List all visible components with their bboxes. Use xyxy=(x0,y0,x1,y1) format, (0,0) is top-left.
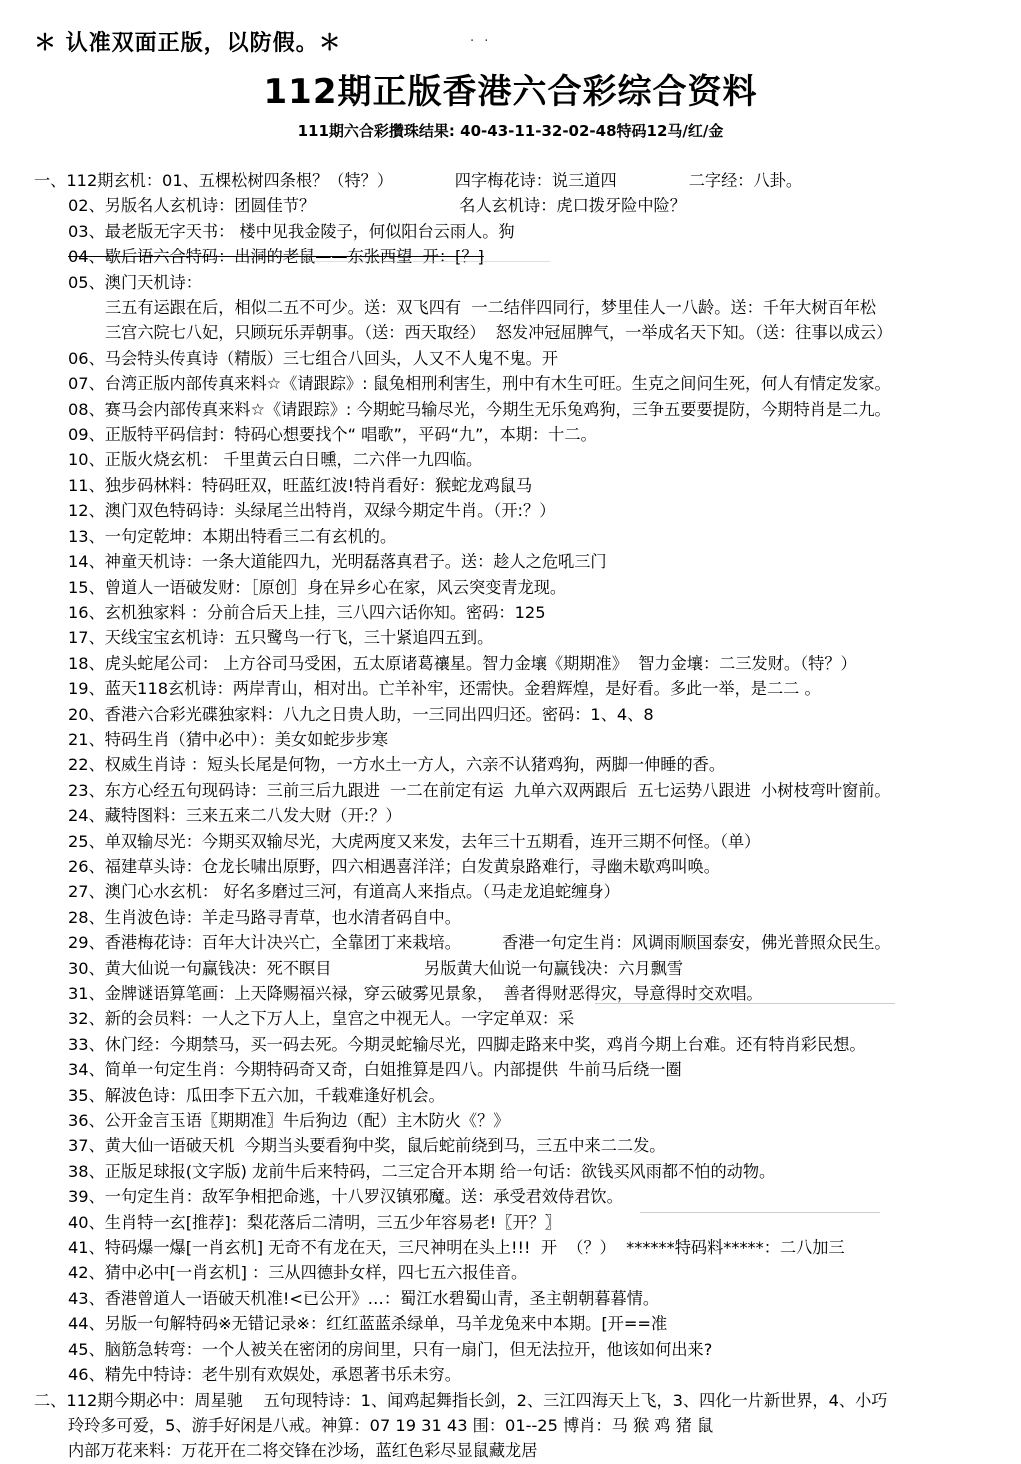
list-item: 43、香港曾道人一语破天机准!<已公开》…：蜀江水碧蜀山青，圣主朝朝暮暮情。 xyxy=(68,1288,660,1308)
list-item: 39、一句定生肖：敌军争相把命逃，十八罗汉镇邪魔。送：承受君效侍君饮。 xyxy=(68,1187,623,1207)
list-item: 44、另版一句解特码※无错记录※：红红蓝蓝杀绿单，马羊龙兔来中本期。[开==准 xyxy=(68,1314,668,1334)
list-item: 19、蓝天118玄机诗：两岸青山，相对出。亡羊补牢，还需快。金碧辉煌，是好看。多此一举，是二二 。 xyxy=(68,679,821,699)
list-item: 11、独步码林料：特码旺双，旺蓝红波!特肖看好：猴蛇龙鸡鼠马 xyxy=(68,475,533,495)
authenticity-note: ＊ 认准双面正版，以防假。＊ xyxy=(34,31,342,56)
list-item-continuation: 内部万花来料：万花开在二将交锋在沙场，蓝红色彩尽显鼠藏龙居 xyxy=(68,1441,538,1461)
page-title: 112期正版香港六合彩综合资料 xyxy=(263,72,758,112)
document-body xyxy=(0,168,1021,1464)
list-item: 09、正版特平码信封：特码心想要找个“ 唱歌”，平码“九”，本期：十二。 xyxy=(68,425,597,445)
list-item: 21、特码生肖（猜中必中）：美女如蛇步步寒 xyxy=(68,729,389,749)
list-item: 37、黄大仙一语破天机 今期当头要看狗中奖，鼠后蛇前绕到马，三五中来二二发。 xyxy=(68,1136,666,1156)
list-item: 13、一句定乾坤：本期出特看三二有玄机的。 xyxy=(68,526,397,546)
list-item: 27、澳门心水玄机： 好名多磨过三河，有道高人来指点。（马走龙追蛇缠身） xyxy=(68,882,620,902)
list-item: 45、脑筋急转弯：一个人被关在密闭的房间里，只有一扇门，但无法拉开，他该如何出来? xyxy=(68,1339,713,1359)
list-item: 30、黄大仙说一句赢钱决：死不瞑目 另版黄大仙说一句赢钱决：六月飘雪 xyxy=(68,958,684,978)
list-item: 33、休门经：今期禁马，买一码去死。今期灵蛇输尽光，四脚走路来中奖，鸡肖今期上台难。还有特肖彩民想。 xyxy=(68,1034,866,1054)
section-heading-2: 二、112期今期必中：周星驰 五句现特诗：1、闻鸡起舞指长剑，2、三江四海天上飞，3、四化一片新世界，4、小巧 xyxy=(34,1390,888,1410)
list-item: 46、精先中特诗：老牛别有欢娱处，承恩著书乐未穷。 xyxy=(68,1365,461,1385)
list-item: 05、澳门天机诗： xyxy=(68,272,202,292)
list-item: 35、解波色诗：瓜田李下五六加，千载难逢好机会。 xyxy=(68,1085,445,1105)
list-item: 38、正版足球报(文字版) 龙前牛后来特码，二三定合开本期 给一句话：欲钱买风雨都不怕的动物。 xyxy=(68,1161,776,1181)
list-item: 40、生肖特一玄[推荐]：梨花落后二清明，三五少年容易老!〖开？〗 xyxy=(68,1212,561,1232)
scan-artifact-line xyxy=(595,1003,895,1004)
list-item: 34、简单一句定生肖：今期特码奇又奇，白姐推算是四八。内部提供 牛前马后绕一圈 xyxy=(68,1060,682,1080)
list-item: 23、东方心经五句现码诗：三前三后九跟进 一二在前定有运 九单六双两跟后 五七运势八跟进 小树枝弯叶窗前。 xyxy=(68,780,891,800)
list-item: 08、赛马会内部传真来料☆《请跟踪》: 今期蛇马输尽光，今期生无乐兔鸡狗，三争五要要提防，今期特肖是二九。 xyxy=(68,399,891,419)
list-item: 29、香港梅花诗：百年大计决兴亡，全靠团丁来栽培。 香港一句定生肖：风调雨顺国泰安，佛光普照众民生。 xyxy=(68,933,891,953)
list-item: 04、歇后语六合特码：出洞的老鼠——东张西望 开：[？] xyxy=(68,247,484,267)
list-item: 22、权威生肖诗 ：短头长尾是何物，一方水土一方人，六亲不认猪鸡狗，两脚一伸睡的香。 xyxy=(68,755,726,775)
list-item: 20、香港六合彩光碟独家料：八九之日贵人助，一三同出四归还。密码：1、4、8 xyxy=(68,704,654,724)
list-item: 12、澳门双色特码诗：头绿尾兰出特肖，双绿今期定牛肖。（开:？） xyxy=(68,501,556,521)
list-item: 24、藏特图料：三来五来二八发大财（开:？） xyxy=(68,806,402,826)
list-item: 14、神童天机诗：一条大道能四九，光明磊落真君子。送：趁人之危吼三门 xyxy=(68,552,607,572)
list-item: 36、公开金言玉语〖期期准〗牛后狗边（配）主木防火《？》 xyxy=(68,1111,510,1131)
list-item: 28、生肖波色诗：羊走马路寻青草，也水清者码自中。 xyxy=(68,907,461,927)
top-dots: · · xyxy=(470,34,492,49)
list-item: 18、虎头蛇尾公司： 上方谷司马受困，五太原诸葛禳星。智力金壤《期期准》 智力金壤：二三发财。（特？） xyxy=(68,653,857,673)
section-heading-1: 一、112期玄机：01、五棵松树四条根？（特？） 四字梅花诗：说三道四 二字经：八卦。 xyxy=(34,171,803,190)
list-item: 32、新的会员料：一人之下万人上，皇宫之中视无人。一字定单双：采 xyxy=(68,1009,575,1029)
list-item: 25、单双输尽光：今期买双输尽光，大虎两度又来发，去年三十五期看，连开三期不何怪。（单） xyxy=(68,831,761,851)
list-item: 06、马会特头传真诗（精版）三七组合八回头，人又不人鬼不鬼。开 xyxy=(68,348,559,368)
list-item: 03、最老版无字天书： 楼中见我金陵子，何似阳台云雨人。狗 xyxy=(68,221,515,241)
list-item-continuation: 三五有运跟在后，相似二五不可少。送：双飞四有 一二结伴四同行，梦里佳人一八龄。送：千年大树百年松 xyxy=(105,298,877,318)
list-item: 31、金牌谜语算笔画：上天降赐福兴禄，穿云破雾见景象， 善者得财恶得灾，导意得时交欢唱。 xyxy=(68,984,763,1003)
list-item: 15、曾道人一语破发财：［原创］身在异乡心在家，风云突变青龙现。 xyxy=(68,577,567,597)
previous-result-subtitle: 111期六合彩攢珠结果: 40-43-11-32-02-48特码12马/红/金 xyxy=(297,122,724,140)
list-item-continuation: 三宫六院七八妃，只顾玩乐弄朝事。（送：西天取经） 怒发冲冠屈脾气，一举成名天下知。（送：往事以成云） xyxy=(105,323,893,343)
list-item: 16、玄机独家料 ：分前合后天上挂，三八四六话你知。密码：125 xyxy=(68,602,546,622)
scan-artifact-line xyxy=(640,1212,880,1213)
list-item: 07、台湾正版内部传真来料☆《请跟踪》: 鼠兔相刑利害生，刑中有木生可旺。生克之间问生死，何人有情定发家。 xyxy=(68,374,891,394)
scan-artifact-line xyxy=(300,261,550,262)
list-item: 10、正版火烧玄机： 千里黄云白日曛，二六伴一九四临。 xyxy=(68,450,483,470)
list-item: 41、特码爆一爆[一肖玄机] 无奇不有龙在天，三尺神明在头上!!! 开 （？） ******特码料*****：二八加三 xyxy=(68,1238,845,1258)
list-item: 42、猜中必中[一肖玄机] ：三从四德卦女样，四七五六报佳音。 xyxy=(68,1263,528,1283)
list-item: 17、天线宝宝玄机诗：五只鹭鸟一行飞，三十紧追四五到。 xyxy=(68,628,494,648)
list-item: 26、福建草头诗：仓龙长啸出原野，四六相遇喜洋洋；白发黄泉路难行，寻幽未歇鸡叫唤。 xyxy=(68,856,720,876)
list-item-continuation: 玲玲多可爱，5、游手好闲是八戒。神算：07 19 31 43 围：01--25 博肖：马 猴 鸡 猪 鼠 xyxy=(68,1415,714,1435)
list-item: 02、另版名人玄机诗：团圆佳节？ 名人玄机诗：虎口拨牙险中险？ xyxy=(68,196,686,216)
